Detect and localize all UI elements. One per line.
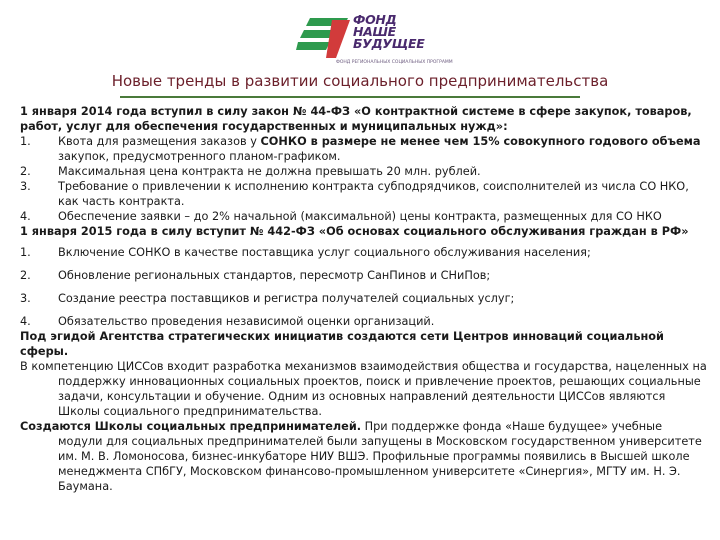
- intro-2015: 1 января 2015 года в силу вступит № 442-ФЗ «Об основах социального обслуживания граждан в РФ»: [20, 225, 689, 238]
- asi-paragraph: В компетенцию ЦИССов входит разработка механизмов взаимодействия общества и государства, нацеленных на поддержку инновационных социальных проектов, поиск и привлечение проектов, решающих социальные задачи, консультации и обучение. Одним из основных направлений деятельности ЦИССов являются Школы социального предпринимательства.: [20, 360, 707, 418]
- list-2015: [20, 245, 708, 329]
- list-item: [20, 164, 708, 179]
- title-underline: [120, 96, 580, 98]
- list-item-text: Обязательство проведения независимой оценки организаций.: [58, 315, 435, 328]
- list-item-number: 3.: [20, 292, 31, 305]
- slide-body: [20, 104, 708, 494]
- slide-title: Новые тренды в развитии социального предпринимательства: [111, 72, 609, 90]
- list-item-text: Квота для размещения заказов у СОНКО в размере не менее чем 15% совокупного годового объема закупок, предусмотренного планом-графиком.: [58, 135, 701, 163]
- list-item: [20, 209, 708, 224]
- list-item-number: 4.: [20, 315, 31, 328]
- list-item: [20, 268, 708, 283]
- fund-logo: [296, 12, 453, 68]
- list-item-number: 4.: [20, 210, 31, 223]
- list-item-number: 3.: [20, 180, 31, 193]
- schools-paragraph: Создаются Школы социальных предпринимателей. При поддержке фонда «Наше будущее» учебные модули для социальных предпринимателей были запущены в Московском государственном университете им. М. В. Ломоносова, бизнес-инкубаторе НИУ ВШЭ. Профильные программы появились в Высшей школе менеджмента СПбГУ, Московском финансово-промышленном университете «Синергия», МГТУ им. Н. Э. Баумана.: [20, 420, 702, 493]
- list-item-number: 1.: [20, 135, 31, 148]
- fund-logo-wordmark: [353, 14, 424, 50]
- list-item-number: 1.: [20, 246, 31, 259]
- list-item: [20, 134, 708, 164]
- logo-line2: НАШЕ: [353, 24, 396, 39]
- list-item-number: 2.: [20, 165, 31, 178]
- list-item-text: Максимальная цена контракта не должна превышать 20 млн. рублей.: [58, 165, 481, 178]
- list-item: [20, 314, 708, 329]
- list-item-text: Обновление региональных стандартов, пересмотр СанПинов и СНиПов;: [58, 269, 491, 282]
- list-item-text: Обеспечение заявки – до 2% начальной (максимальной) цены контракта, размещенных для СО НКО: [58, 210, 662, 223]
- list-item-text: Создание реестра поставщиков и регистра получателей социальных услуг;: [58, 292, 515, 305]
- list-item-number: 2.: [20, 269, 31, 282]
- list-item: [20, 291, 708, 306]
- list-item-text: Требование о привлечении к исполнению контракта субподрядчиков, соисполнителей из числа СО НКО, как часть контракта.: [58, 180, 689, 208]
- logo-line3: БУДУЩЕЕ: [353, 36, 425, 51]
- list-2014: [20, 134, 708, 224]
- list-item: [20, 179, 708, 209]
- logo-tagline: ФОНД РЕГИОНАЛЬНЫХ СОЦИАЛЬНЫХ ПРОГРАММ: [336, 60, 453, 65]
- asi-heading: Под эгидой Агентства стратегических инициатив создаются сети Центров инноваций социальной сферы.: [20, 330, 664, 358]
- intro-2014: 1 января 2014 года вступил в силу закон № 44-ФЗ «О контрактной системе в сфере закупок, товаров, работ, услуг для обеспечения государственных и муниципальных нужд»:: [20, 105, 692, 133]
- logo-line1: ФОНД: [353, 12, 397, 27]
- fund-logo-mark-icon: [296, 12, 354, 60]
- list-item-text: Включение СОНКО в качестве поставщика услуг социального обслуживания населения;: [58, 246, 591, 259]
- list-item: [20, 245, 708, 260]
